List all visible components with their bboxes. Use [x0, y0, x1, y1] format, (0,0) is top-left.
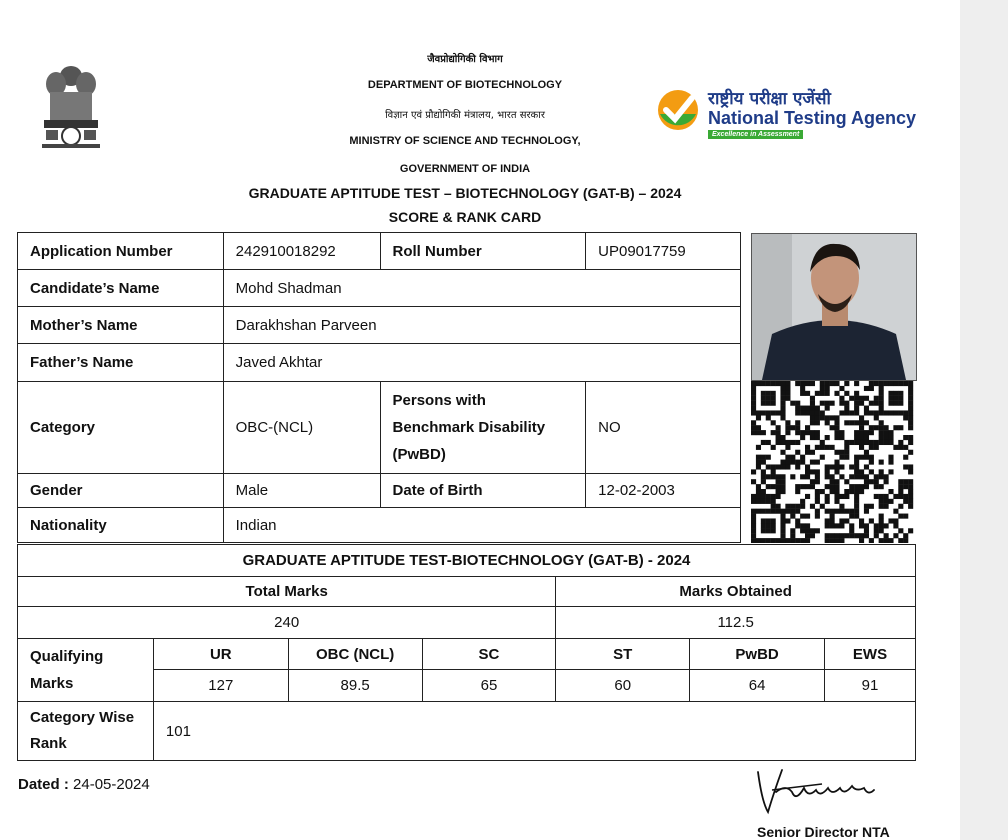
- pwbd-label-line: (PwBD): [392, 446, 446, 463]
- nta-tagline: Excellence in Assessment: [708, 130, 803, 139]
- rank-label-line: Rank: [30, 735, 67, 752]
- marks-obtained-label: Marks Obtained: [556, 577, 916, 607]
- application-number-value: 242910018292: [223, 233, 380, 270]
- table-row: [18, 545, 916, 577]
- pwbd-value: NO: [586, 382, 741, 474]
- qualifying-ur: 127: [153, 670, 288, 702]
- gender-label: Gender: [18, 474, 224, 508]
- application-number-label: Application Number: [18, 233, 224, 270]
- qualifying-pwbd: 64: [690, 670, 825, 702]
- dated-label: Dated :: [18, 776, 69, 793]
- category-header-st: ST: [556, 639, 690, 670]
- nta-logo: [656, 86, 926, 146]
- table-row: [18, 639, 916, 670]
- category-header-ur: UR: [153, 639, 288, 670]
- table-row: [18, 702, 916, 761]
- table-row: [18, 607, 916, 639]
- dob-label: Date of Birth: [380, 474, 586, 508]
- category-header-pwbd: PwBD: [690, 639, 825, 670]
- card-title: SCORE & RANK CARD: [388, 209, 542, 225]
- father-name-value: Javed Akhtar: [223, 344, 740, 382]
- category-header-obc: OBC (NCL): [288, 639, 422, 670]
- category-header-ews: EWS: [825, 639, 916, 670]
- category-rank-label: [18, 702, 154, 761]
- marks-obtained-value: 112.5: [556, 607, 916, 639]
- rank-label-line: Category Wise: [30, 709, 135, 726]
- qualifying-label-line: Qualifying: [30, 648, 104, 665]
- ministry-english: MINISTRY OF SCIENCE AND TECHNOLOGY,: [349, 135, 581, 147]
- qr-code: [751, 381, 915, 543]
- nationality-value: Indian: [223, 508, 740, 543]
- table-row: [18, 307, 741, 344]
- total-marks-value: 240: [18, 607, 556, 639]
- dob-value: 12-02-2003: [586, 474, 741, 508]
- qualifying-sc: 65: [422, 670, 556, 702]
- table-row: [18, 508, 741, 543]
- candidate-name-label: Candidate’s Name: [18, 270, 224, 307]
- table-row: [18, 382, 741, 474]
- category-rank-value: 101: [153, 702, 915, 761]
- mother-name-label: Mother’s Name: [18, 307, 224, 344]
- category-value: OBC-(NCL): [223, 382, 380, 474]
- mother-name-value: Darakhshan Parveen: [223, 307, 740, 344]
- dated: [18, 776, 150, 793]
- nta-english: National Testing Agency: [708, 108, 917, 128]
- roll-number-value: UP09017759: [586, 233, 741, 270]
- qualifying-st: 60: [556, 670, 690, 702]
- nta-hindi: राष्ट्रीय परीक्षा एजेंसी: [708, 89, 831, 109]
- nta-check-icon: [656, 88, 700, 132]
- category-label: Category: [18, 382, 224, 474]
- score-table: [17, 544, 916, 761]
- qualifying-label-line: Marks: [30, 675, 74, 692]
- table-row: [18, 474, 741, 508]
- table-row: [18, 270, 741, 307]
- table-row: [18, 233, 741, 270]
- pwbd-label-line: Persons with: [392, 392, 486, 409]
- father-name-label: Father’s Name: [18, 344, 224, 382]
- table-row: [18, 577, 916, 607]
- viewer-sidebar: [960, 0, 1008, 840]
- dated-value: 24-05-2024: [73, 776, 150, 793]
- pwbd-label: [380, 382, 586, 474]
- table-row: [18, 344, 741, 382]
- score-title: GRADUATE APTITUDE TEST-BIOTECHNOLOGY (GAT-B) - 2024: [18, 545, 916, 577]
- government: GOVERNMENT OF INDIA: [399, 163, 531, 175]
- qualifying-obc: 89.5: [288, 670, 422, 702]
- candidate-details-table: [17, 232, 741, 543]
- roll-number-label: Roll Number: [380, 233, 586, 270]
- qualifying-marks-label: [18, 639, 154, 702]
- gender-value: Male: [223, 474, 380, 508]
- exam-title: GRADUATE APTITUDE TEST – BIOTECHNOLOGY (GAT-B) – 2024: [248, 185, 682, 201]
- total-marks-label: Total Marks: [18, 577, 556, 607]
- qualifying-ews: 91: [825, 670, 916, 702]
- dept-english: DEPARTMENT OF BIOTECHNOLOGY: [367, 79, 563, 91]
- pwbd-label-line: Benchmark Disability: [392, 419, 546, 436]
- dept-hindi: जैवप्रोद्योगिकी विभाग: [427, 54, 503, 65]
- signatory: Senior Director NTA: [757, 824, 890, 840]
- nationality-label: Nationality: [18, 508, 224, 543]
- state-emblem-icon: [38, 62, 104, 152]
- ministry-hindi: विज्ञान एवं प्रौद्योगिकी मंत्रालय, भारत सरकार: [385, 110, 545, 121]
- candidate-photo: [751, 233, 917, 381]
- candidate-name-value: Mohd Shadman: [223, 270, 740, 307]
- signature: [752, 762, 882, 822]
- category-header-sc: SC: [422, 639, 556, 670]
